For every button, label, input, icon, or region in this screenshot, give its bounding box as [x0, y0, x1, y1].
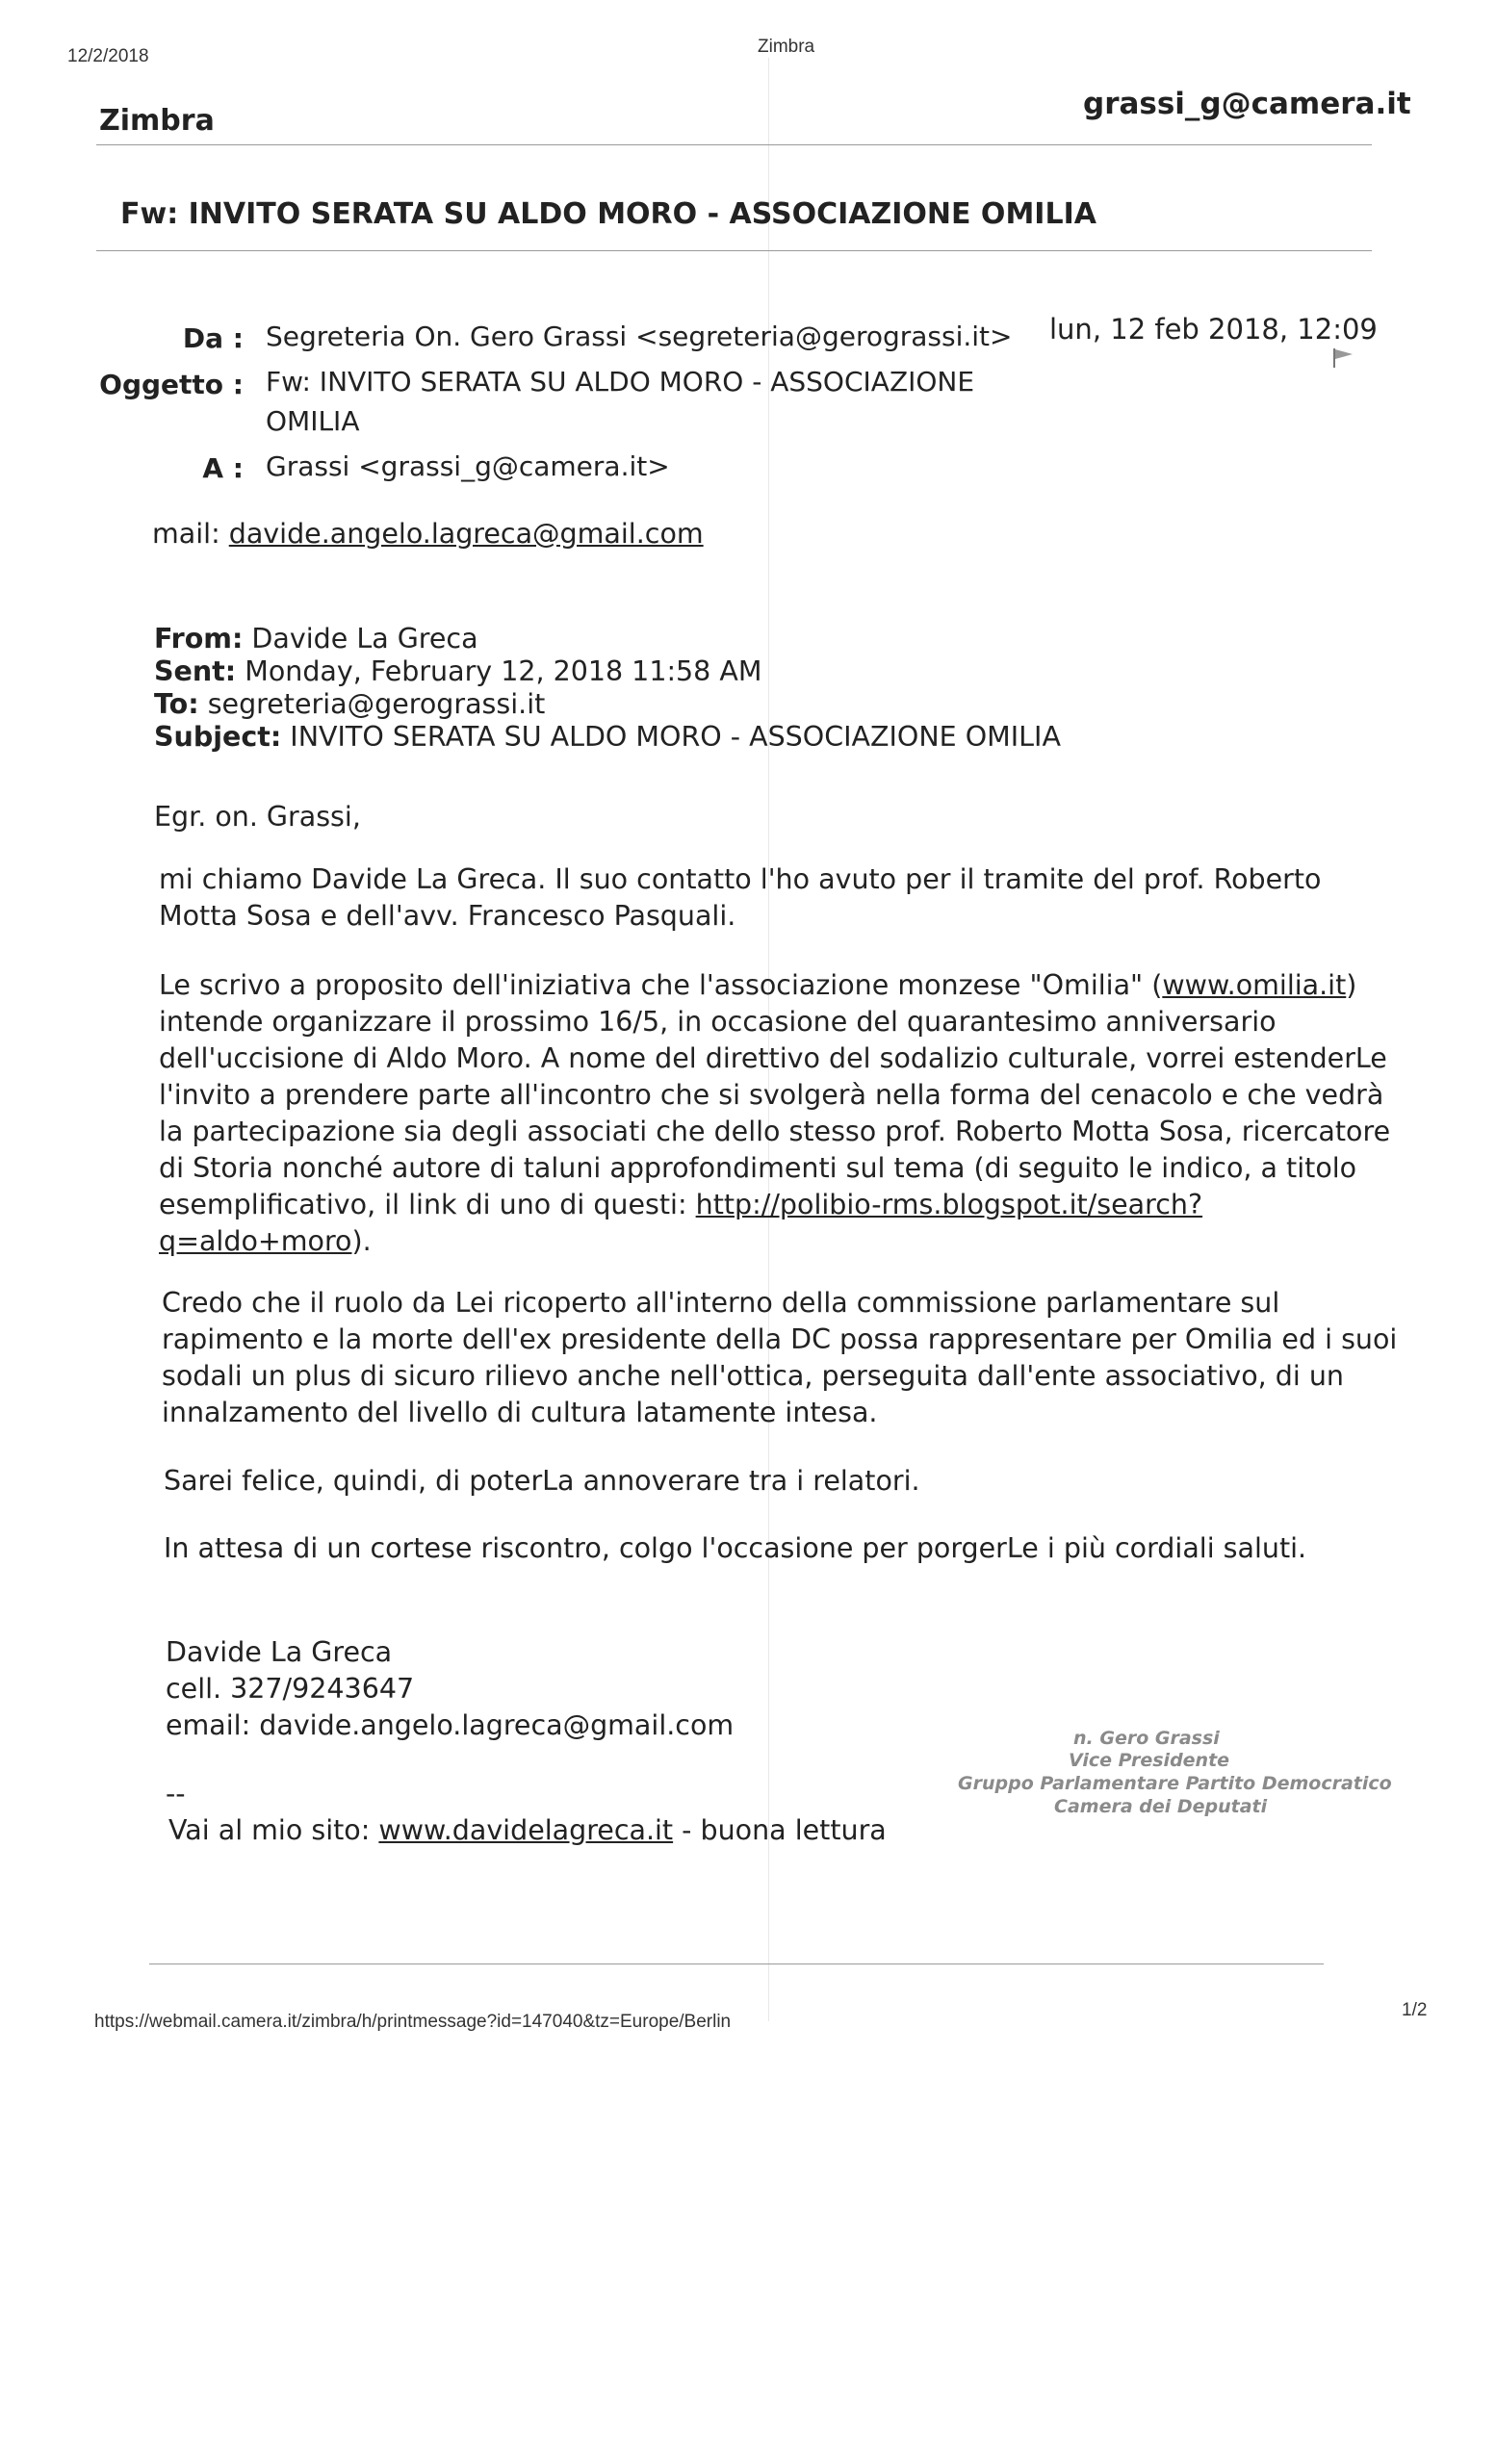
body-p4: Sarei felice, quindi, di poterLa annoverare tra i relatori. [164, 1465, 920, 1497]
account-email: grassi_g@camera.it [1083, 87, 1411, 121]
flag-icon[interactable] [1331, 346, 1356, 370]
body-p3-line1: Credo che il ruolo da Lei ricoperto all'interno della commissione parlamentare sul [162, 1287, 1280, 1319]
subject-label: Oggetto : [99, 369, 244, 400]
body-p2-line4: l'invito a prendere parte all'incontro che si svolgerà nella forma del cenacolo e che vedrà [159, 1079, 1384, 1111]
header-divider [96, 144, 1372, 145]
body-p1-line2: Motta Sosa e dell'avv. Francesco Pasquali. [159, 900, 736, 932]
title-divider [96, 250, 1372, 251]
body-p5: In attesa di un cortese riscontro, colgo l'occasione per porgerLe i più cordiali saluti. [164, 1532, 1307, 1564]
fwd-sent-label: Sent: [154, 655, 237, 687]
message-date: lun, 12 feb 2018, 12:09 [1049, 313, 1378, 346]
body-greeting: Egr. on. Grassi, [154, 801, 361, 833]
stamp-line4: Camera dei Deputati [1054, 1796, 1268, 1817]
fwd-subject-label: Subject: [154, 721, 282, 753]
mail-line [152, 516, 704, 552]
brand-name: Zimbra [99, 104, 215, 138]
fwd-to [154, 686, 545, 723]
signature-name: Davide La Greca [166, 1636, 393, 1668]
body-p1-line1: mi chiamo Davide La Greca. Il suo contatto l'ho avuto per il tramite del prof. Roberto [159, 863, 1322, 895]
site-suffix: - buona lettura [673, 1814, 887, 1846]
body-p2-line7-text: esemplificativo, il link di uno di questi: [159, 1189, 696, 1220]
footer-url: https://webmail.camera.it/zimbra/h/printmessage?id=147040&tz=Europe/Berlin [94, 2012, 732, 2032]
fwd-to-label: To: [154, 688, 199, 720]
stamp-line2: Vice Presidente [1069, 1750, 1230, 1771]
body-p3-line2: rapimento e la morte dell'ex presidente della DC possa rappresentare per Omilia ed i suoi [162, 1323, 1398, 1355]
fwd-sent [154, 654, 761, 690]
message-title: Fw: INVITO SERATA SU ALDO MORO - ASSOCIAZIONE OMILIA [120, 197, 1096, 231]
body-p2-line8-close: ). [351, 1225, 372, 1257]
fwd-subject [154, 719, 1061, 756]
body-p3-line3: sodali un plus di sicuro rilievo anche nell'ottica, perseguita dall'ente associativo, di un [162, 1360, 1344, 1392]
signature-site [168, 1812, 887, 1849]
to-value: Grassi <grassi_g@camera.it> [266, 450, 670, 482]
fwd-from-label: From: [154, 623, 244, 654]
fwd-subject-value: INVITO SERATA SU ALDO MORO - ASSOCIAZIONE OMILIA [281, 721, 1061, 753]
signature-email: email: davide.angelo.lagreca@gmail.com [166, 1709, 735, 1741]
subject-value-line1: Fw: INVITO SERATA SU ALDO MORO - ASSOCIAZIONE [266, 366, 975, 398]
site-link[interactable]: www.davidelagreca.it [378, 1814, 674, 1846]
subject-value-line2: OMILIA [266, 405, 360, 437]
signature-cell: cell. 327/9243647 [166, 1673, 415, 1705]
fwd-sent-value: Monday, February 12, 2018 11:58 AM [236, 655, 762, 687]
site-prefix: Vai al mio sito: [168, 1814, 379, 1846]
body-p2-line1 [159, 967, 1356, 1004]
fwd-from-value: Davide La Greca [243, 623, 478, 654]
omilia-link[interactable]: www.omilia.it [1162, 969, 1347, 1001]
body-p2-line6: di Storia nonché autore di taluni approfondimenti sul tema (di seguito le indico, a titolo [159, 1152, 1357, 1184]
print-date: 12/2/2018 [67, 46, 149, 66]
footer-page-number: 1/2 [1402, 2000, 1428, 2020]
to-label: A : [202, 452, 244, 484]
body-p3-line4: innalzamento del livello di cultura latamente intesa. [162, 1397, 878, 1428]
body-p2-line5: la partecipazione sia degli associati che dello stesso prof. Roberto Motta Sosa, ricercatore [159, 1116, 1391, 1147]
body-p2-line1-close: ) [1346, 969, 1357, 1001]
from-label: Da : [182, 322, 244, 354]
print-title: Zimbra [758, 37, 815, 57]
body-p2-line7 [159, 1187, 1202, 1223]
blog-link-part2[interactable]: q=aldo+moro [159, 1225, 352, 1257]
fwd-to-value: segreteria@gerograssi.it [198, 688, 546, 720]
body-p2-line2: intende organizzare il prossimo 16/5, in occasione del quarantesimo anniversario [159, 1006, 1277, 1038]
stamp-line3: Gruppo Parlamentare Partito Democratico [958, 1773, 1392, 1794]
from-value: Segreteria On. Gero Grassi <segreteria@gerograssi.it> [266, 321, 1013, 352]
blog-link-part1[interactable]: http://polibio-rms.blogspot.it/search? [695, 1189, 1203, 1220]
fwd-from [154, 621, 478, 657]
signature-dashes: -- [166, 1778, 186, 1810]
mail-address-link[interactable]: davide.angelo.lagreca@gmail.com [228, 518, 704, 550]
stamp-line1: n. Gero Grassi [1073, 1728, 1220, 1749]
body-p2-line1-text: Le scrivo a proposito dell'iniziativa che l'associazione monzese "Omilia" ( [159, 969, 1163, 1001]
body-p2-line8 [159, 1223, 372, 1260]
mail-label: mail: [152, 518, 229, 550]
body-p2-line3: dell'uccisione di Aldo Moro. A nome del direttivo del sodalizio culturale, vorrei estenderLe [159, 1042, 1387, 1074]
